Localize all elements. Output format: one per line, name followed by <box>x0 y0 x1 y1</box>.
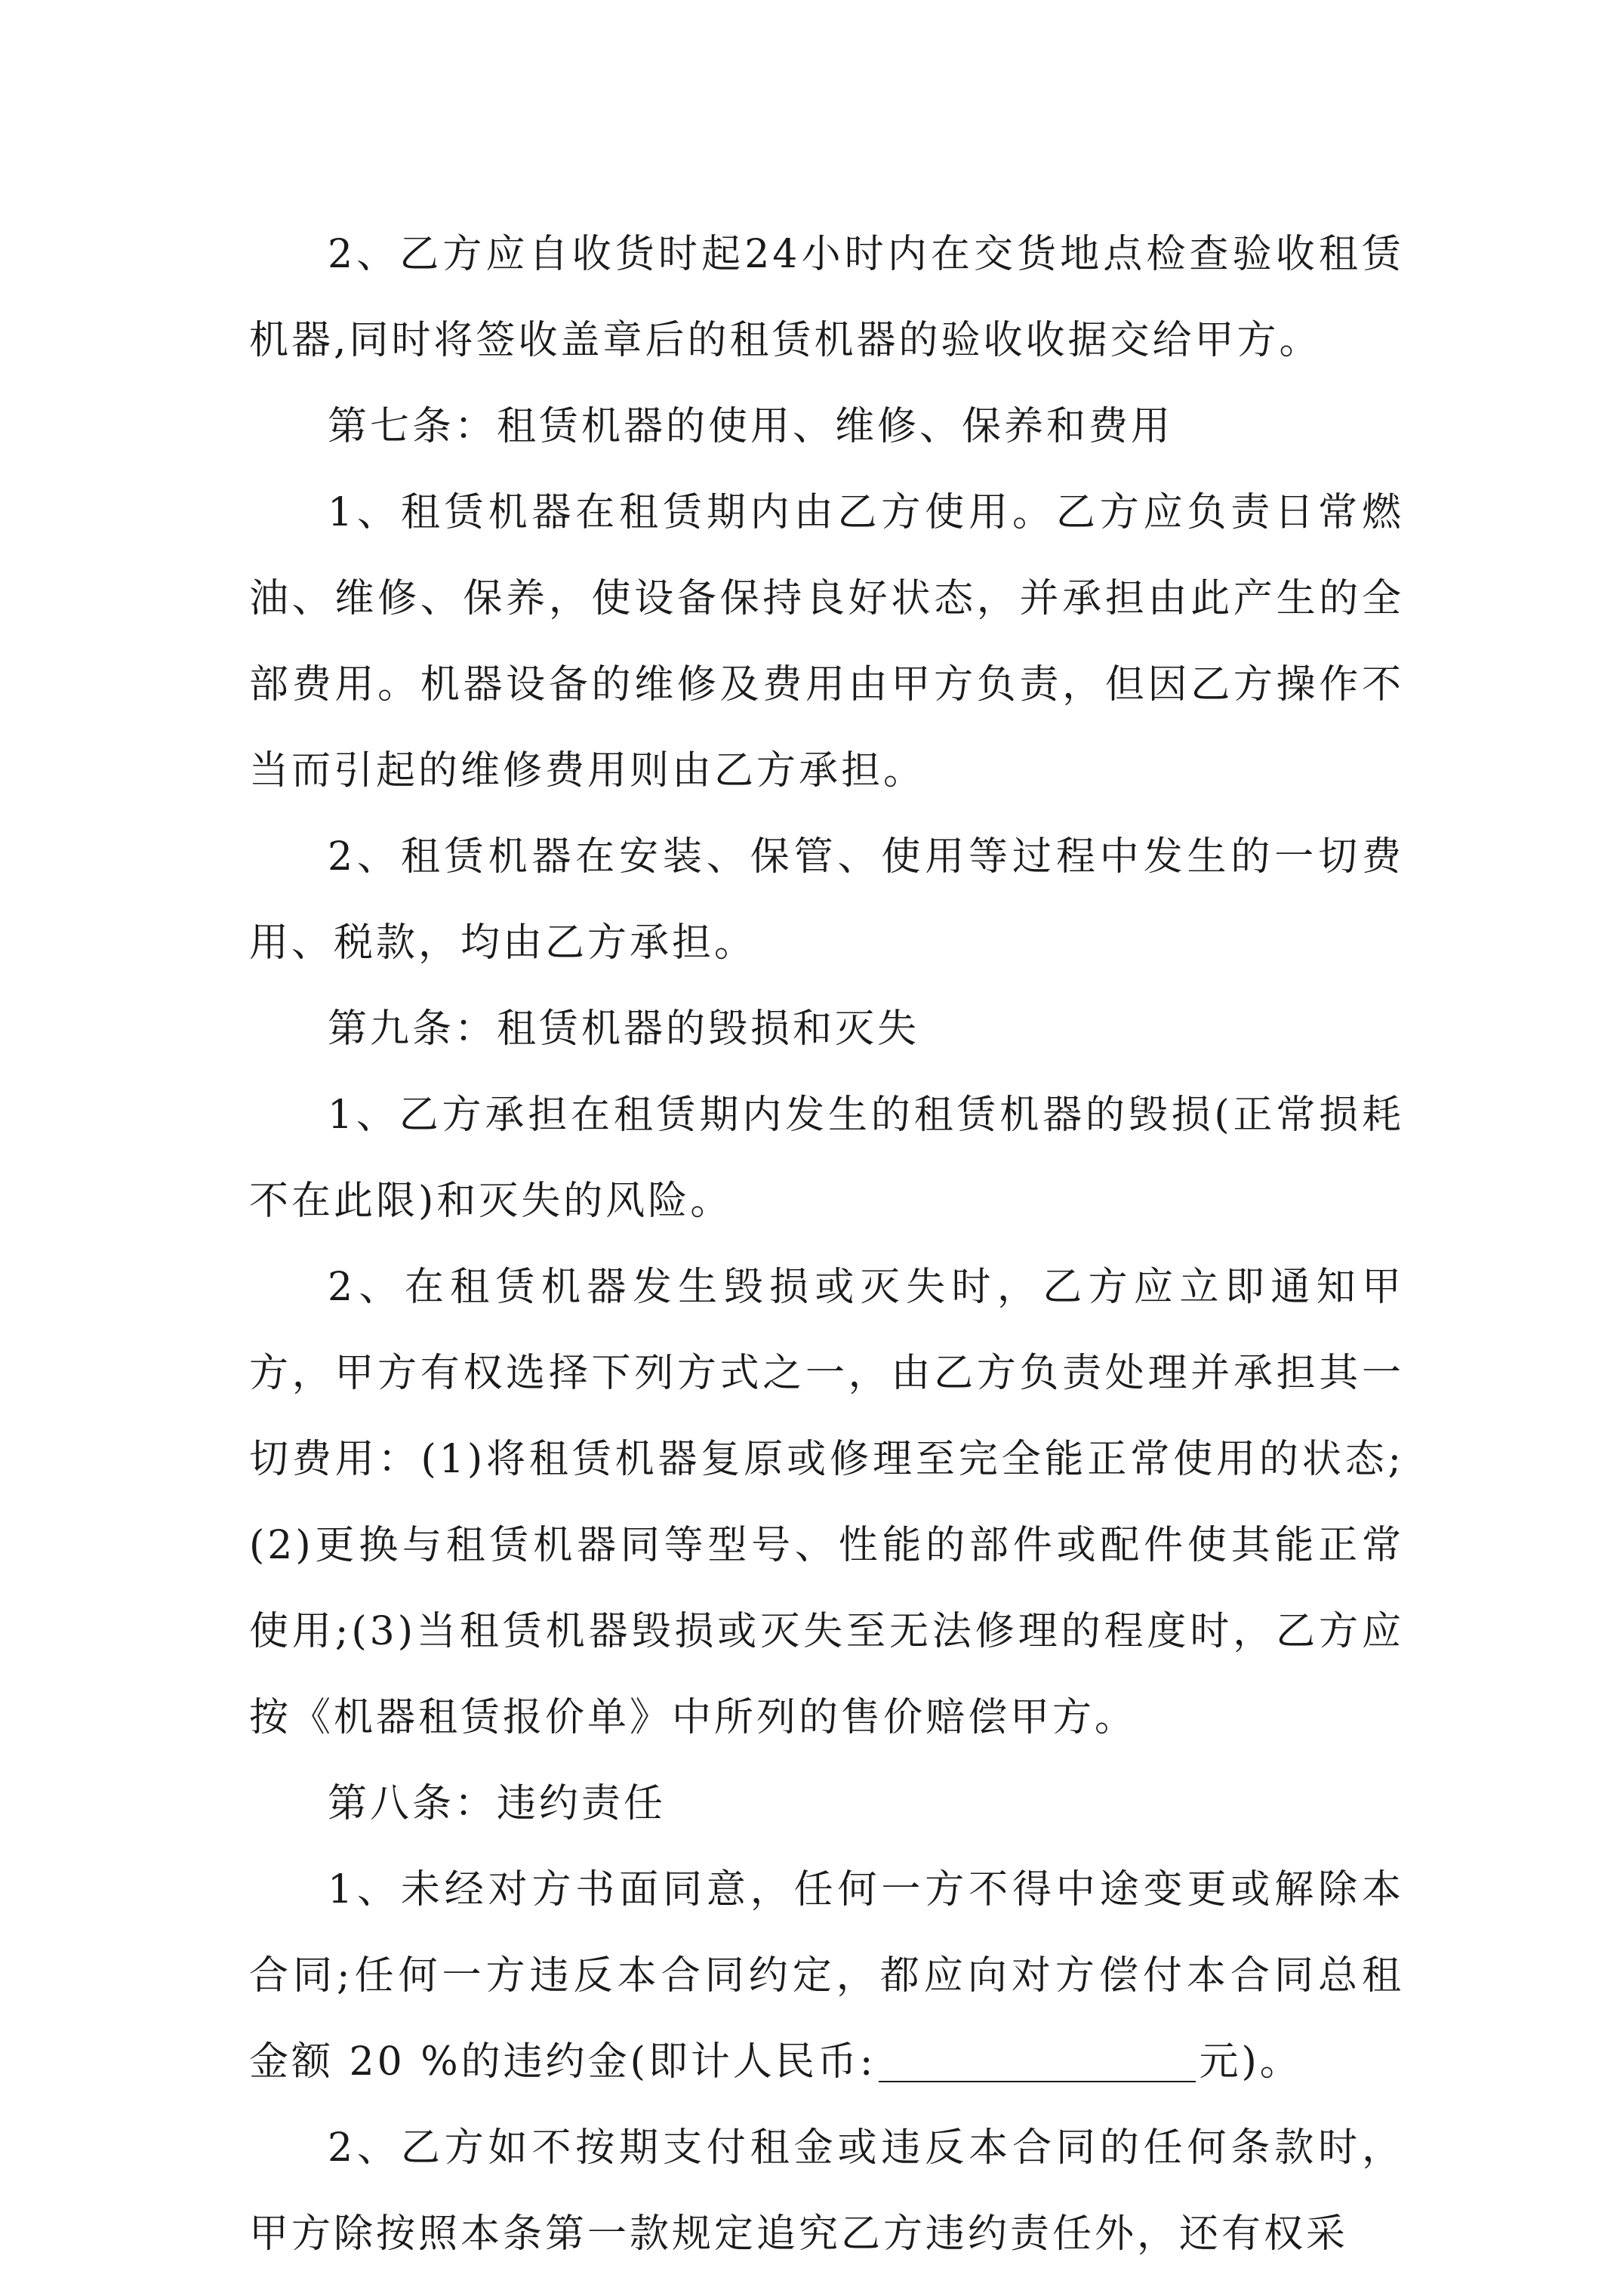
paragraph-article-9-item-2: 2、在租赁机器发生毁损或灭失时，乙方应立即通知甲方，甲方有权选择下列方式之一，由乙方负责处理并承担其一切费用：(1)将租赁机器复原或修理至完全能正常使用的状态;(2)更换与租赁机器同等型号、性能的部件或配件使其能正常使用;(3)当租赁机器毁损或灭失至无法修理的程度时，乙方应按《机器租赁报价单》中所列的售价赔偿甲方。 <box>249 1265 1404 1740</box>
paragraph-article-7-item-2: 2、租赁机器在安装、保管、使用等过程中发生的一切费用、税款，均由乙方承担。 <box>249 834 1404 966</box>
paragraph-article-9-item-1: 1、乙方承担在租赁期内发生的租赁机器的毁损(正常损耗不在此限)和灭失的风险。 <box>249 1093 1404 1224</box>
paragraph-article-7-item-1: 1、租赁机器在租赁期内由乙方使用。乙方应负责日常燃油、维修、保养，使设备保持良好状态，并承担由此产生的全部费用。机器设备的维修及费用由甲方负责，但因乙方操作不当而引起的维修费用则由乙方承担。 <box>249 490 1404 794</box>
article-9-heading: 第九条：租赁机器的毁损和灭失 <box>328 1006 920 1052</box>
paragraph-inspection: 2、乙方应自收货时起24小时内在交货地点检查验收租赁机器,同时将签收盖章后的租赁机器的验收收据交给甲方。 <box>249 232 1404 363</box>
document-body <box>249 211 1404 2277</box>
paragraph-article-8-item-1 <box>249 1847 1404 2105</box>
paragraph-article-8-item-1-text: 1、未经对方书面同意，任何一方不得中途变更或解除本合同;任何一方违反本合同约定，都应向对方偿付本合同总租金额 20 %的违约金(即计人民币: <box>249 1867 1404 2085</box>
article-7-heading: 第七条：租赁机器的使用、维修、保养和费用 <box>328 404 1174 449</box>
paragraph-article-8-item-2: 2、乙方如不按期支付租金或违反本合同的任何条款时，甲方除按照本条第一款规定追究乙方违约责任外，还有权采 <box>249 2125 1404 2257</box>
article-8-heading: 第八条：违约责任 <box>328 1781 667 1826</box>
paragraph-article-8-item-1-suffix: 元)。 <box>1199 2039 1302 2085</box>
amount-blank-line <box>879 2042 1196 2082</box>
